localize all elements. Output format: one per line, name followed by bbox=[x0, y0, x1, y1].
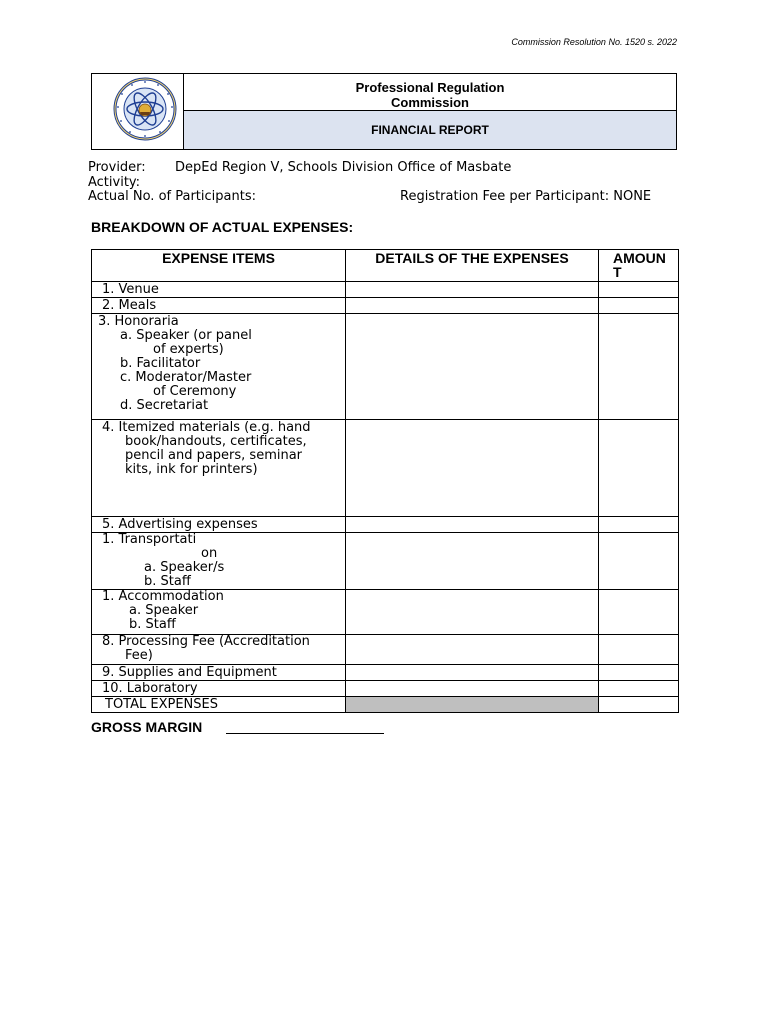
table-row bbox=[92, 517, 679, 533]
materials-line-2: book/handouts, certificates, bbox=[125, 434, 307, 449]
transportation-speaker: a. Speaker/s bbox=[144, 560, 225, 575]
table-row bbox=[92, 590, 679, 635]
table-header-row bbox=[92, 250, 679, 282]
transportation-staff: b. Staff bbox=[144, 574, 191, 589]
registration-fee: Registration Fee per Participant: NONE bbox=[400, 189, 652, 204]
materials-line-3: pencil and papers, seminar bbox=[125, 448, 303, 463]
row-total-expenses: TOTAL EXPENSES bbox=[92, 697, 346, 713]
row-meals: 2. Meals bbox=[92, 298, 346, 314]
row-advertising: 5. Advertising expenses bbox=[92, 517, 346, 533]
gross-margin-label: GROSS MARGIN bbox=[91, 719, 203, 735]
materials-line-1: 4. Itemized materials (e.g. hand bbox=[102, 420, 311, 435]
amount-cell[interactable] bbox=[599, 665, 679, 681]
header-details: DETAILS OF THE EXPENSES bbox=[346, 250, 599, 282]
processing-fee-line-1: 8. Processing Fee (Accreditation bbox=[102, 634, 310, 649]
honoraria-speaker-cont: of experts) bbox=[153, 342, 224, 357]
accommodation-staff: b. Staff bbox=[129, 617, 176, 632]
details-cell[interactable] bbox=[346, 590, 599, 635]
org-name-line-1: Professional Regulation bbox=[355, 80, 505, 95]
amount-cell[interactable] bbox=[599, 681, 679, 697]
details-cell[interactable] bbox=[346, 298, 599, 314]
honoraria-moderator-cont: of Ceremony bbox=[153, 384, 237, 399]
honoraria-speaker: a. Speaker (or panel bbox=[120, 328, 252, 343]
honoraria-label: 3. Honoraria bbox=[98, 314, 179, 329]
prc-logo bbox=[92, 74, 183, 149]
header-amount bbox=[599, 250, 679, 282]
honoraria-moderator: c. Moderator/Master bbox=[120, 370, 252, 385]
details-cell[interactable] bbox=[346, 635, 599, 665]
amount-cell[interactable] bbox=[599, 635, 679, 665]
details-cell[interactable] bbox=[346, 665, 599, 681]
header-amount-line-1: AMOUN bbox=[613, 250, 666, 266]
table-row bbox=[92, 533, 679, 590]
total-amount-cell[interactable] bbox=[599, 697, 679, 713]
table-row bbox=[92, 282, 679, 298]
details-cell[interactable] bbox=[346, 681, 599, 697]
details-cell[interactable] bbox=[346, 282, 599, 298]
table-row bbox=[92, 298, 679, 314]
activity-label: Activity: bbox=[88, 175, 141, 190]
row-accommodation bbox=[92, 590, 346, 635]
row-honoraria bbox=[92, 314, 346, 420]
table-row bbox=[92, 697, 679, 713]
transportation-line-2: on bbox=[201, 546, 218, 561]
row-itemized-materials bbox=[92, 420, 346, 517]
table-row bbox=[92, 635, 679, 665]
participants-label: Actual No. of Participants: bbox=[88, 189, 256, 204]
amount-cell[interactable] bbox=[599, 420, 679, 517]
section-heading: BREAKDOWN OF ACTUAL EXPENSES: bbox=[91, 219, 354, 235]
transportation-line-1: 1. Transportati bbox=[102, 532, 197, 547]
header-amount-line-2: T bbox=[613, 264, 622, 280]
row-venue: 1. Venue bbox=[92, 282, 346, 298]
table-row bbox=[92, 681, 679, 697]
details-cell[interactable] bbox=[346, 314, 599, 420]
materials-line-4: kits, ink for printers) bbox=[125, 462, 258, 477]
org-name-line-2: Commission bbox=[390, 95, 469, 110]
amount-cell[interactable] bbox=[599, 517, 679, 533]
provider-label: Provider: bbox=[88, 160, 146, 175]
table-row bbox=[92, 314, 679, 420]
expenses-table-wrapper bbox=[91, 249, 679, 713]
resolution-note: Commission Resolution No. 1520 s. 2022 bbox=[511, 37, 677, 47]
prc-seal-icon bbox=[92, 74, 183, 149]
table-row bbox=[92, 420, 679, 517]
amount-cell[interactable] bbox=[599, 590, 679, 635]
row-supplies: 9. Supplies and Equipment bbox=[92, 665, 346, 681]
amount-cell[interactable] bbox=[599, 298, 679, 314]
gross-margin-blank-line[interactable] bbox=[226, 733, 384, 734]
amount-cell[interactable] bbox=[599, 282, 679, 298]
amount-cell[interactable] bbox=[599, 533, 679, 590]
details-cell[interactable] bbox=[346, 517, 599, 533]
report-title: FINANCIAL REPORT bbox=[184, 110, 676, 149]
total-details-cell-shaded bbox=[346, 697, 599, 713]
row-transportation bbox=[92, 533, 346, 590]
organization-name bbox=[184, 74, 676, 110]
processing-fee-line-2: Fee) bbox=[125, 648, 153, 663]
row-processing-fee bbox=[92, 635, 346, 665]
row-laboratory: 10. Laboratory bbox=[92, 681, 346, 697]
accommodation-label: 1. Accommodation bbox=[102, 589, 224, 604]
table-row bbox=[92, 665, 679, 681]
amount-cell[interactable] bbox=[599, 314, 679, 420]
header-box bbox=[91, 73, 677, 150]
details-cell[interactable] bbox=[346, 420, 599, 517]
honoraria-secretariat: d. Secretariat bbox=[120, 398, 209, 413]
details-cell[interactable] bbox=[346, 533, 599, 590]
provider-value: DepEd Region V, Schools Division Office of Masbate bbox=[175, 160, 512, 175]
accommodation-speaker: a. Speaker bbox=[129, 603, 199, 618]
honoraria-facilitator: b. Facilitator bbox=[120, 356, 201, 371]
header-expense-items: EXPENSE ITEMS bbox=[92, 250, 346, 282]
expenses-table bbox=[91, 249, 679, 713]
